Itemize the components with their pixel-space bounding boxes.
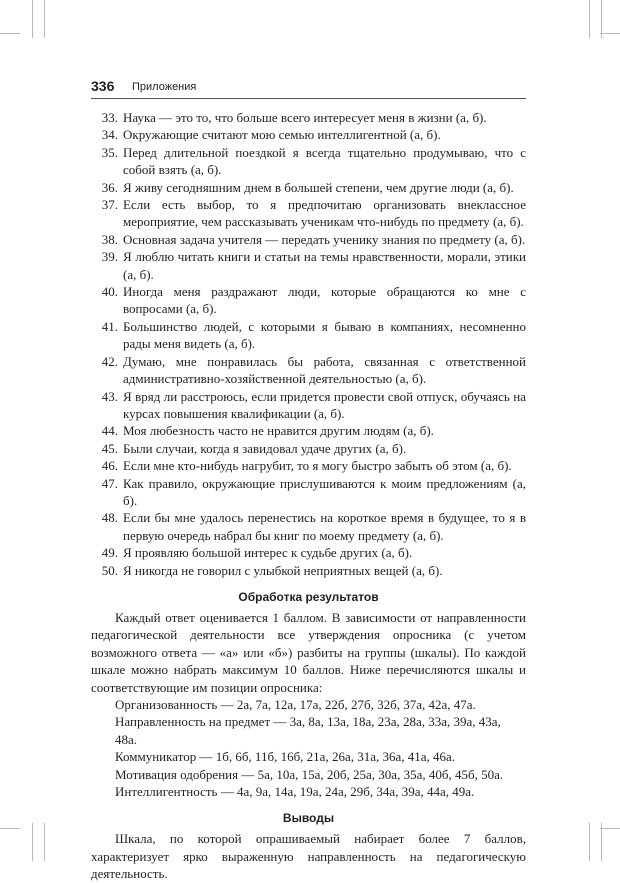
question-text: Я вряд ли расстроюсь, если придется провести свой отпуск, обучаясь на курсах повышения квалификации (а, б). <box>123 388 526 421</box>
question-number: 35. <box>101 144 118 160</box>
question-number: 47. <box>101 475 118 491</box>
question-number: 37. <box>101 197 118 213</box>
question-text: Иногда меня раздражают люди, которые обращаются ко мне с вопросами (а, б). <box>123 284 526 317</box>
question-number: 43. <box>101 388 118 404</box>
crop-mark-top-right <box>589 0 590 38</box>
processing-intro: Каждый ответ оценивается 1 баллом. В зависимости от направленности педагогической деятельности все утверждения опросника (с учетом возможного ответа — «а» или «б») разбиты на группы (шкалы). По каждой шкале можно набрать максимум 10 баллов. Ниже перечисляются шкалы и соответствующие им позиции опросника: <box>91 609 526 695</box>
conclusions-title: Выводы <box>282 811 335 826</box>
question-item <box>91 509 526 544</box>
question-item <box>91 422 526 439</box>
question-text: Были случаи, когда я завидовал удаче других (а, б). <box>123 440 407 456</box>
question-text: Перед длительной поездкой я всегда тщательно продумываю, что с собой взять (а, б). <box>123 144 526 178</box>
question-number: 38. <box>101 231 118 247</box>
question-text: Я живу сегодняшним днем в большей степени, чем другие люди (а, б). <box>123 179 514 195</box>
question-item <box>91 353 526 388</box>
question-item <box>91 457 526 474</box>
question-number: 36. <box>101 179 118 195</box>
question-text: Я люблю читать книги и статьи на темы нравственности, морали, этики (а, б). <box>123 249 526 282</box>
conclusions-text: Шкала, по которой опрашиваемый набирает более 7 баллов, характеризует ярко выраженную направленность на педагогическую деятельность. <box>91 831 526 882</box>
question-item <box>91 318 526 353</box>
crop-mark-bottom-left <box>32 823 33 861</box>
crop-mark-top-left-h <box>0 33 20 34</box>
question-item <box>91 179 526 196</box>
question-number: 41. <box>101 318 118 334</box>
question-item <box>91 475 526 510</box>
question-item <box>91 544 526 561</box>
question-item <box>91 283 526 318</box>
question-number: 45. <box>101 440 118 456</box>
question-text: Окружающие считают мою семью интеллигентной (а, б). <box>123 127 441 143</box>
question-text: Думаю, мне понравилась бы работа, связанная с ответственной административно-хозяйственной деятельностью (а, б). <box>123 353 526 387</box>
question-text: Большинство людей, с которыми я бываю в компаниях, несомненно рады меня видеть (а, б). <box>123 318 526 352</box>
question-number: 44. <box>101 423 118 439</box>
scale-item: Организованность — 2а, 7а, 12а, 17а, 22б, 27б, 32б, 37а, 42а, 47а. <box>115 697 476 712</box>
question-text: Я никогда не говорил с улыбкой неприятных вещей (а, б). <box>123 562 443 578</box>
crop-mark-bottom-right <box>589 823 590 861</box>
crop-mark-top-left <box>32 0 33 38</box>
question-item <box>91 196 526 231</box>
question-item <box>91 388 526 423</box>
question-number: 46. <box>101 458 118 474</box>
question-number: 34. <box>101 127 118 143</box>
processing-title: Обработка результатов <box>238 589 379 604</box>
question-item <box>91 109 526 126</box>
question-number: 48. <box>101 510 118 526</box>
question-number: 39. <box>101 249 118 265</box>
question-item <box>91 231 526 248</box>
question-number: 42. <box>101 353 118 369</box>
question-text: Основная задача учителя — передать ученику знания по предмету (а, б). <box>123 231 526 247</box>
question-text: Как правило, окружающие прислушиваются к моим предложениям (а, б). <box>123 475 526 508</box>
page-number: 336 <box>91 78 115 94</box>
question-number: 49. <box>101 545 118 561</box>
question-item <box>91 440 526 457</box>
scale-item: Интеллигентность — 4а, 9а, 14а, 19а, 24а, 29б, 34а, 39а, 44а, 49а. <box>115 784 475 800</box>
question-item <box>91 248 526 283</box>
scale-item: Направленность на предмет — 3а, 8а, 13а, 18а, 23а, 28а, 33а, 39а, 43а, 48а. <box>115 714 501 747</box>
crop-mark-top-left-2 <box>44 0 45 38</box>
question-number: 33. <box>101 110 118 125</box>
scale-item: Коммуникатор — 1б, 6б, 11б, 16б, 21а, 26а, 31а, 36а, 41а, 46а. <box>115 749 456 765</box>
question-text: Если мне кто-нибудь нагрубит, то я могу быстро забыть об этом (а, б). <box>123 458 512 474</box>
questionnaire-list <box>91 109 526 579</box>
scale-item: Мотивация одобрения — 5а, 10а, 15а, 20б, 25а, 30а, 35а, 40б, 45б, 50а. <box>115 766 504 782</box>
crop-mark-bottom-left-h <box>0 828 20 829</box>
crop-mark-top-right-h <box>600 33 620 34</box>
scale-list <box>91 696 526 800</box>
question-text: Наука — это то, что больше всего интересует меня в жизни (а, б). <box>123 110 487 125</box>
question-item <box>91 126 526 143</box>
question-number: 50. <box>101 562 118 578</box>
crop-mark-bottom-right-h <box>600 828 620 829</box>
page-content <box>91 109 526 883</box>
question-item <box>91 144 526 179</box>
question-text: Если есть выбор, то я предпочитаю организовать внеклассное мероприятие, чем рассказывать ученикам что-нибудь по предмету (а, б). <box>123 197 526 230</box>
question-text: Моя любезность часто не нравится другим людям (а, б). <box>123 423 434 439</box>
crop-mark-bottom-left-2 <box>44 823 45 861</box>
page-header <box>91 78 526 99</box>
question-text: Если бы мне удалось перенестись на короткое время в будущее, то я в первую очередь набрал бы книг по моему предмету (а, б). <box>123 510 526 543</box>
running-title: Приложения <box>132 81 197 93</box>
question-number: 40. <box>101 284 118 300</box>
question-item <box>91 562 526 579</box>
question-text: Я проявляю большой интерес к судьбе других (а, б). <box>123 545 413 561</box>
